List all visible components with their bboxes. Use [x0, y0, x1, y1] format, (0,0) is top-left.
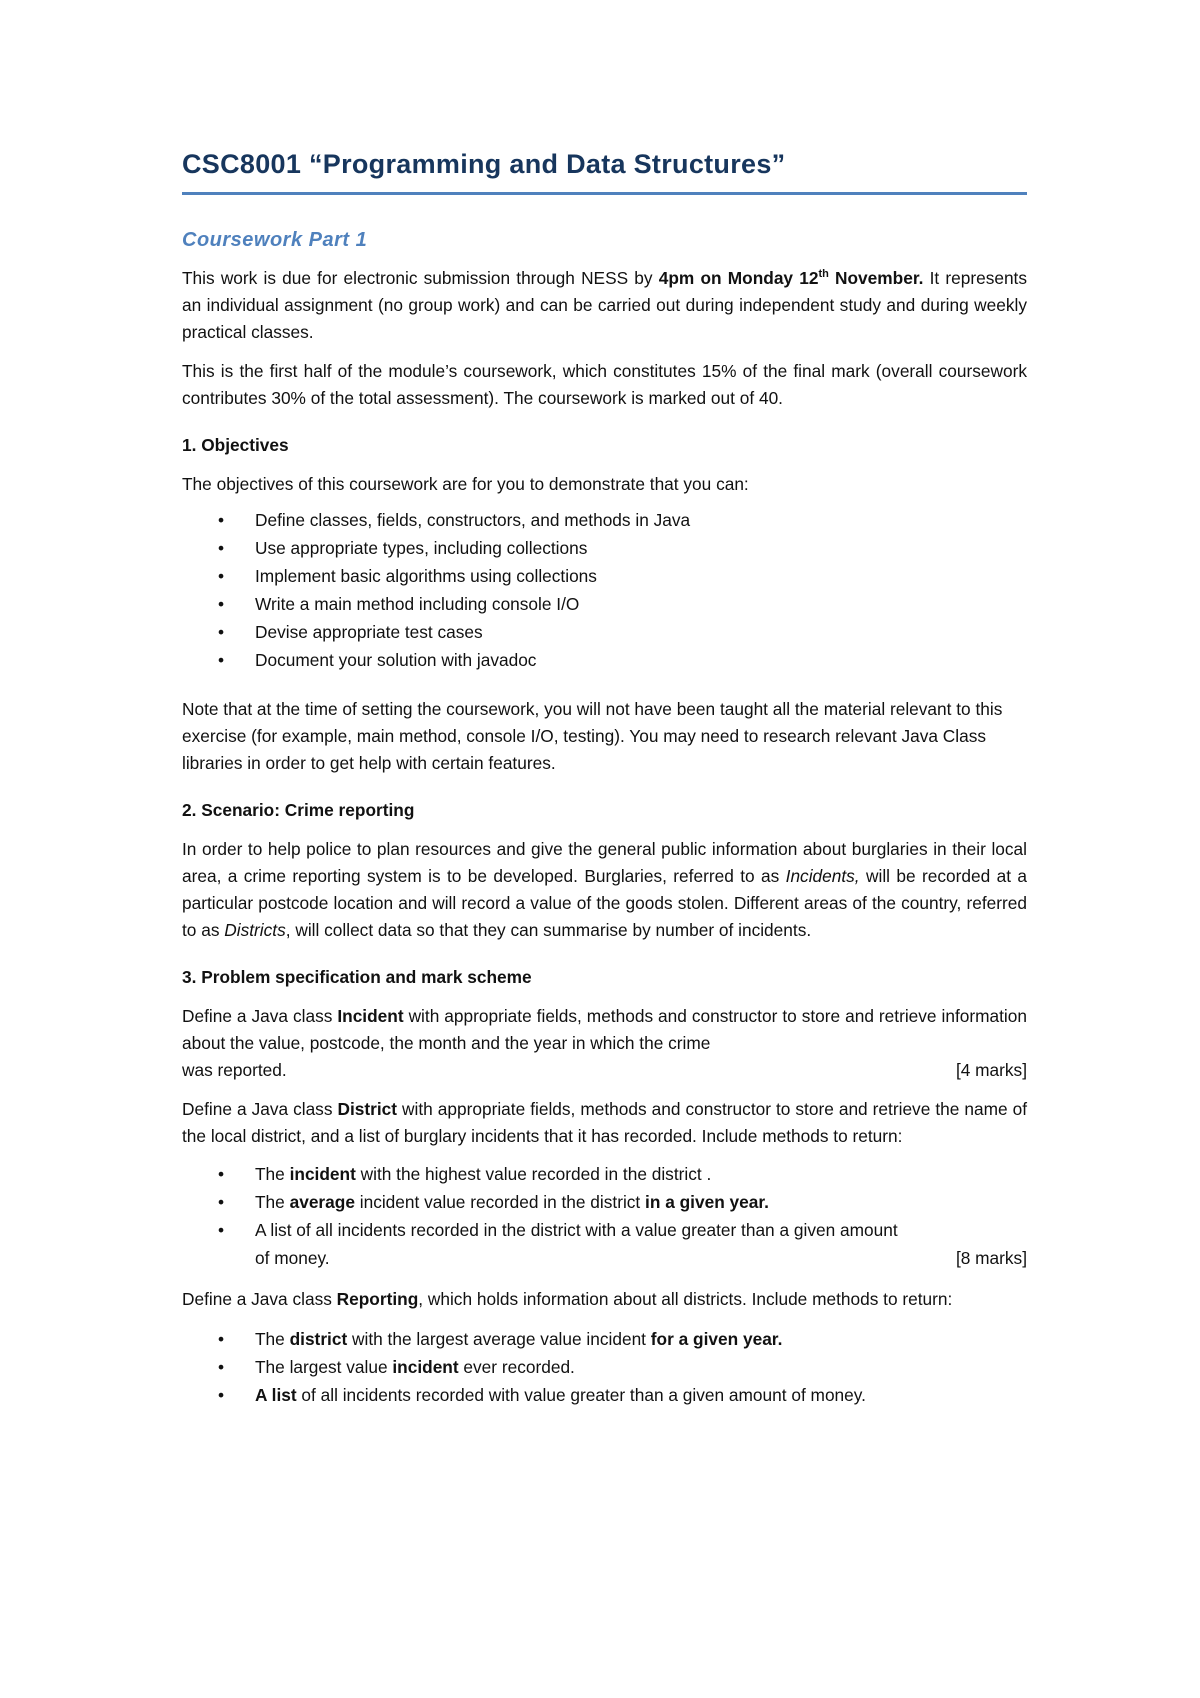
district-paragraph: Define a Java class District with appropriate fields, methods and constructor to store and retrieve the name of the local district, and a list of burglary incidents that it has recorded. Include methods to return: — [182, 1099, 1027, 1146]
intro-text-cont: It represents an individual assignment (no group work) and can be carried out during independent study and during weekly practical classes. — [182, 268, 1028, 342]
term-districts: Districts — [224, 920, 286, 940]
district-methods-list — [182, 1160, 1027, 1272]
bullet-icon: • — [218, 650, 225, 670]
bullet-icon: • — [218, 1385, 225, 1405]
objectives-heading-text: Objectives — [201, 435, 289, 455]
list-item: • A list of all incidents recorded with value greater than a given amount of money. — [182, 1381, 1027, 1409]
bullet-icon: • — [218, 1164, 225, 1184]
list-item: • The incident with the highest value recorded in the district . — [182, 1160, 1027, 1188]
spec-heading: 3. Problem specification and mark scheme — [182, 967, 532, 987]
bullet-icon: • — [218, 622, 225, 642]
intro-weight-paragraph: This is the first half of the module’s coursework, which constitutes 15% of the final mark (overall coursework contributes 30% of the total assessment). The coursework is marked out of 40. — [182, 361, 1027, 408]
class-incident: Incident — [337, 1006, 404, 1026]
document-page — [182, 144, 1027, 1409]
objectives-lead: The objectives of this coursework are for you to demonstrate that you can: — [182, 474, 749, 494]
page-subtitle: Coursework Part 1 — [182, 229, 368, 251]
bullet-icon: • — [218, 510, 225, 530]
objectives-note: Note that at the time of setting the coursework, you will not have been taught all the material relevant to this exercise (for example, main method, console I/O, testing). You may need to research relevant Java Class libraries in order to get help with certain features. — [182, 699, 1003, 773]
objectives-number: 1. — [182, 435, 202, 455]
marks-label: [4 marks] — [955, 1060, 1027, 1080]
list-item: • The average incident value recorded in the district in a given year. — [182, 1188, 1027, 1216]
bullet-icon: • — [218, 566, 225, 586]
list-item: • Implement basic algorithms using collections — [182, 562, 1027, 590]
class-reporting: Reporting — [336, 1289, 419, 1309]
marks-label: [8 marks] — [955, 1248, 1027, 1268]
reporting-paragraph: Define a Java class Reporting, which holds information about all districts. Include methods to return: — [182, 1289, 953, 1309]
due-month: November. — [828, 268, 924, 288]
bullet-icon: • — [218, 1329, 225, 1349]
intro-text: This work is due for electronic submission through NESS by — [182, 268, 659, 288]
title-rule — [182, 192, 1027, 195]
list-item: • Define classes, fields, constructors, and methods in Java — [182, 506, 1027, 534]
incident-paragraph: Define a Java class Incident with appropriate fields, methods and constructor to store and retrieve information about the value, postcode, the month and the year in which the crime — [182, 1006, 1027, 1053]
scenario-paragraph: In order to help police to plan resources and give the general public information about burglaries in their local area, a crime reporting system is to be developed. Burglaries, referred to as Incidents, will be recorded at a particular postcode location and will record a value of the goods stolen. Different areas of the country, referred to as Districts, will collect data so that they can summarise by number of incidents. — [182, 839, 1027, 940]
term-incidents: Incidents, — [785, 866, 860, 886]
due-date-suffix: th — [818, 268, 829, 281]
scenario-heading: 2. Scenario: Crime reporting — [182, 800, 415, 820]
objectives-heading — [182, 432, 1027, 459]
incident-marks-row: was reported. [4 marks] — [182, 1057, 1027, 1084]
list-item: • A list of all incidents recorded in the district with a value greater than a given amount of money. [8 marks] — [182, 1216, 1027, 1272]
due-date: 4pm on Monday 12 — [658, 268, 819, 288]
objectives-list — [182, 506, 1027, 674]
bullet-icon: • — [218, 538, 225, 558]
reporting-methods-list — [182, 1325, 1027, 1409]
list-item: • Devise appropriate test cases — [182, 618, 1027, 646]
bullet-icon: • — [218, 1192, 225, 1212]
bullet-icon: • — [218, 1220, 225, 1240]
bullet-icon: • — [218, 594, 225, 614]
list-item: • Document your solution with javadoc — [182, 646, 1027, 674]
list-item: • The district with the largest average value incident for a given year. — [182, 1325, 1027, 1353]
list-item: • Use appropriate types, including collections — [182, 534, 1027, 562]
list-item: • Write a main method including console I/O — [182, 590, 1027, 618]
list-item: • The largest value incident ever recorded. — [182, 1353, 1027, 1381]
bullet-icon: • — [218, 1357, 225, 1377]
class-district: District — [337, 1099, 398, 1119]
page-title: CSC8001 “Programming and Data Structures” — [182, 149, 786, 179]
intro-due-paragraph — [182, 265, 1027, 346]
